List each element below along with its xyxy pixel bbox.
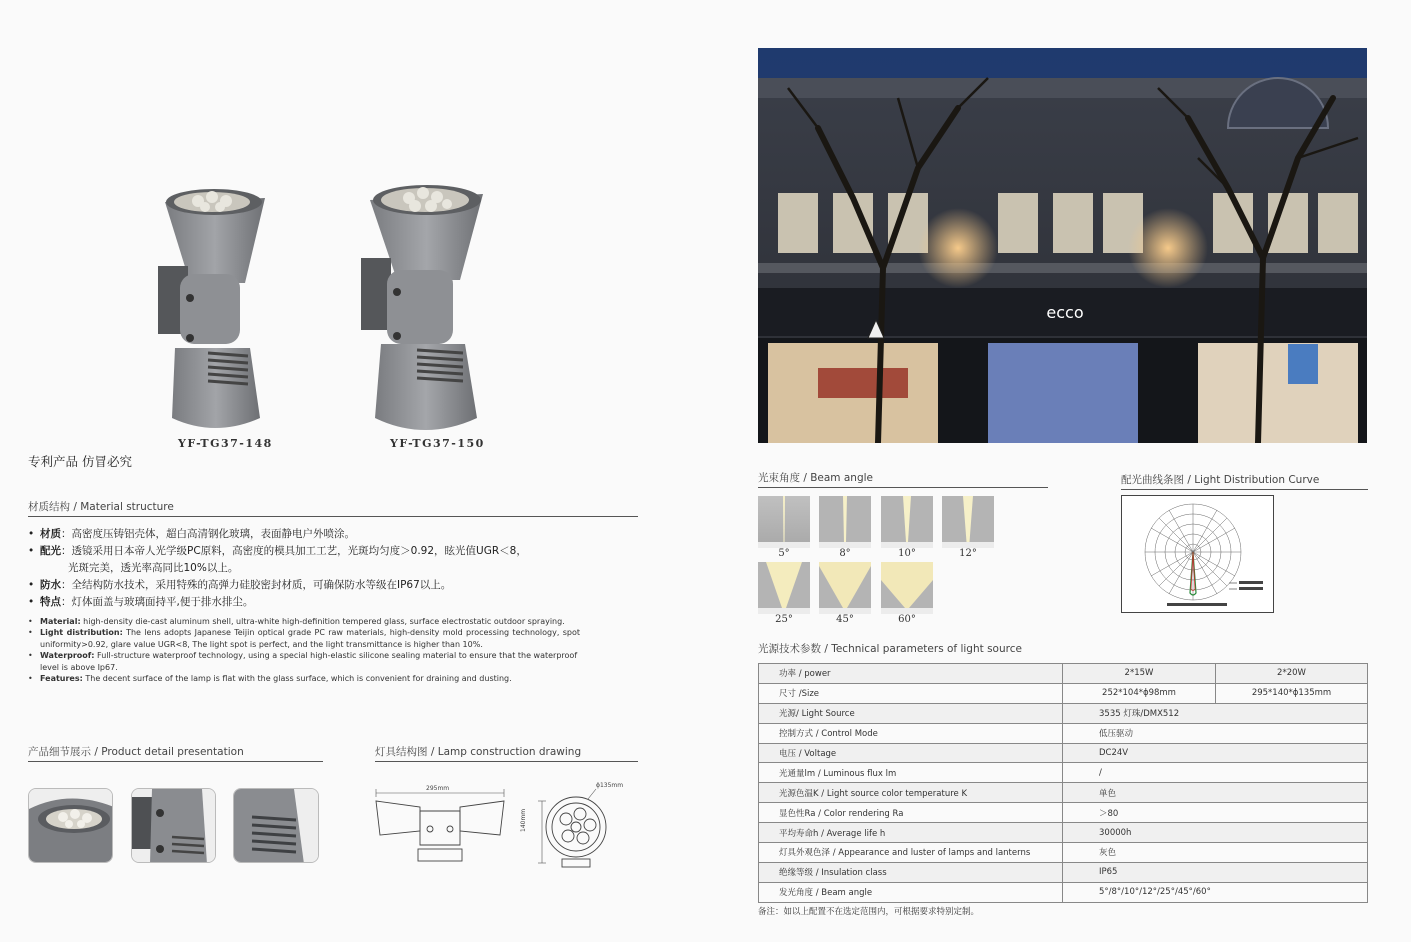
drawing-width-dim: 295mm — [426, 785, 450, 792]
spec-value: ＞80 — [1063, 803, 1368, 823]
table-row — [759, 862, 1368, 882]
table-row — [759, 823, 1368, 843]
drawing-dia-dim: ϕ135mm — [596, 782, 624, 789]
beam-angle-label: 8° — [839, 548, 851, 559]
beam-angle-60 — [881, 562, 933, 614]
beam-angle-8 — [819, 496, 871, 548]
table-row — [759, 703, 1368, 723]
list-item: • 配光：透镜采用日本帝人光学级PC原料，高密度的模具加工工艺，光斑均匀度＞0.92，眩光值UGR＜8， 光斑完美，透光率高同比10%以上。 — [28, 545, 527, 574]
spec-value: 灰色 — [1063, 843, 1368, 863]
spec-value: IP65 — [1063, 862, 1368, 882]
spec-value: 252*104*ϕ98mm — [1063, 683, 1216, 703]
table-row — [759, 763, 1368, 783]
spec-label: 功率 / power — [759, 664, 1063, 684]
table-row — [759, 743, 1368, 763]
beam-angle-25 — [758, 562, 810, 614]
detail-section-title: 产品细节展示 / Product detail presentation — [28, 746, 244, 758]
detail-section-rule — [28, 761, 323, 762]
spec-value: 2*20W — [1216, 664, 1368, 684]
drawing-section-title: 灯具结构图 / Lamp construction drawing — [375, 746, 582, 758]
detail-thumb-bracket — [131, 788, 216, 863]
light-distribution-curve — [1121, 495, 1274, 613]
spec-value: DC24V — [1063, 743, 1368, 763]
beam-angle-5 — [758, 496, 810, 548]
beam-angle-label: 25° — [775, 614, 793, 625]
spec-section-title: 光源技术参数 / Technical parameters of light source — [758, 643, 1022, 655]
spec-label: 光源/ Light Source — [759, 703, 1063, 723]
product-model-150: YF-TG37-150 — [390, 437, 485, 450]
spec-label: 光源色温K / Light source color temperature K — [759, 783, 1063, 803]
table-row — [759, 882, 1368, 902]
spec-label: 灯具外观色泽 / Appearance and luster of lamps and lanterns — [759, 843, 1063, 863]
list-item: • Light distribution: The lens adopts Japanese Teijin optical grade PC raw materials, high-density mold processing technology, spot uniformity>0.92, glare value UGR<8, The light spot is perfect, and the light transmittance is higher than 10%. — [28, 628, 580, 649]
list-item: • Waterproof: Full-structure waterproof technology, using a special high-elastic silicone sealing material to ensure that the waterproof level is above Ip67. — [28, 651, 578, 672]
list-item: • Material: high-density die-cast aluminum shell, ultra-white high-definition tempered glass, surface electrostatic outdoor spraying. — [28, 617, 565, 626]
spec-table — [758, 663, 1368, 903]
spec-label: 光通量lm / Luminous flux lm — [759, 763, 1063, 783]
beam-angle-45 — [819, 562, 871, 614]
list-item: • 特点：灯体面盖与玻璃面持平,便于排水排尘。 — [28, 596, 254, 608]
curve-section-title: 配光曲线条图 / Light Distribution Curve — [1121, 474, 1320, 486]
beam-angle-label: 45° — [836, 614, 854, 625]
material-section-rule — [28, 516, 638, 517]
material-section-title: 材质结构 / Material structure — [28, 501, 174, 513]
product-model-148: YF-TG37-148 — [178, 437, 273, 450]
material-en-list — [28, 616, 580, 684]
detail-thumb-vent — [233, 788, 319, 863]
spec-label: 控制方式 / Control Mode — [759, 723, 1063, 743]
patent-notice: 专利产品 仿冒必究 — [28, 454, 132, 469]
beam-angle-12 — [942, 496, 994, 548]
beam-section-title: 光束角度 / Beam angle — [758, 472, 874, 484]
spec-value: / — [1063, 763, 1368, 783]
beam-angle-label: 12° — [959, 548, 977, 559]
spec-value: 单色 — [1063, 783, 1368, 803]
construction-drawing-side — [372, 783, 510, 865]
storefront-photo — [758, 48, 1367, 443]
beam-angle-label: 60° — [898, 614, 916, 625]
product-image-148 — [150, 188, 280, 436]
table-row — [759, 803, 1368, 823]
table-row — [759, 664, 1368, 684]
spec-label: 显色性Ra / Color rendering Ra — [759, 803, 1063, 823]
detail-thumb-lens — [28, 788, 113, 863]
curve-section-rule — [1121, 489, 1368, 490]
product-image-150 — [355, 180, 495, 436]
drawing-section-rule — [375, 761, 638, 762]
storefront-sign: ecco — [1046, 303, 1084, 322]
spec-value: 5°/8°/10°/12°/25°/45°/60° — [1063, 882, 1368, 902]
material-cn-list — [28, 526, 638, 611]
beam-angle-label: 5° — [778, 548, 790, 559]
construction-drawing-front — [528, 783, 638, 873]
spec-label: 发光角度 / Beam angle — [759, 882, 1063, 902]
spec-value: 低压驱动 — [1063, 723, 1368, 743]
spec-value: 30000h — [1063, 823, 1368, 843]
spec-label: 尺寸 /Size — [759, 683, 1063, 703]
table-row — [759, 843, 1368, 863]
spec-label: 绝缘等级 / Insulation class — [759, 862, 1063, 882]
spec-label: 电压 / Voltage — [759, 743, 1063, 763]
beam-section-rule — [758, 487, 1048, 488]
spec-value: 2*15W — [1063, 664, 1216, 684]
list-item: • 材质：高密度压铸铝壳体，超白高清钢化玻璃，表面静电户外喷涂。 — [28, 528, 355, 540]
table-row — [759, 723, 1368, 743]
drawing-height-dim: 140mm — [520, 808, 527, 832]
spec-value: 3535 灯珠/DMX512 — [1063, 703, 1368, 723]
table-row — [759, 783, 1368, 803]
spec-value: 295*140*ϕ135mm — [1216, 683, 1368, 703]
beam-angle-label: 10° — [898, 548, 916, 559]
list-item: • Features: The decent surface of the lamp is flat with the glass surface, which is convenient for draining and dusting. — [28, 674, 512, 684]
list-item: • 防水：全结构防水技术，采用特殊的高弹力硅胶密封材质，可确保防水等级在IP67以上。 — [28, 579, 452, 591]
beam-angle-10 — [881, 496, 933, 548]
spec-note: 备注：如以上配置不在选定范围内，可根据要求特别定制。 — [758, 907, 980, 917]
table-row — [759, 683, 1368, 703]
spec-label: 平均寿命h / Average life h — [759, 823, 1063, 843]
